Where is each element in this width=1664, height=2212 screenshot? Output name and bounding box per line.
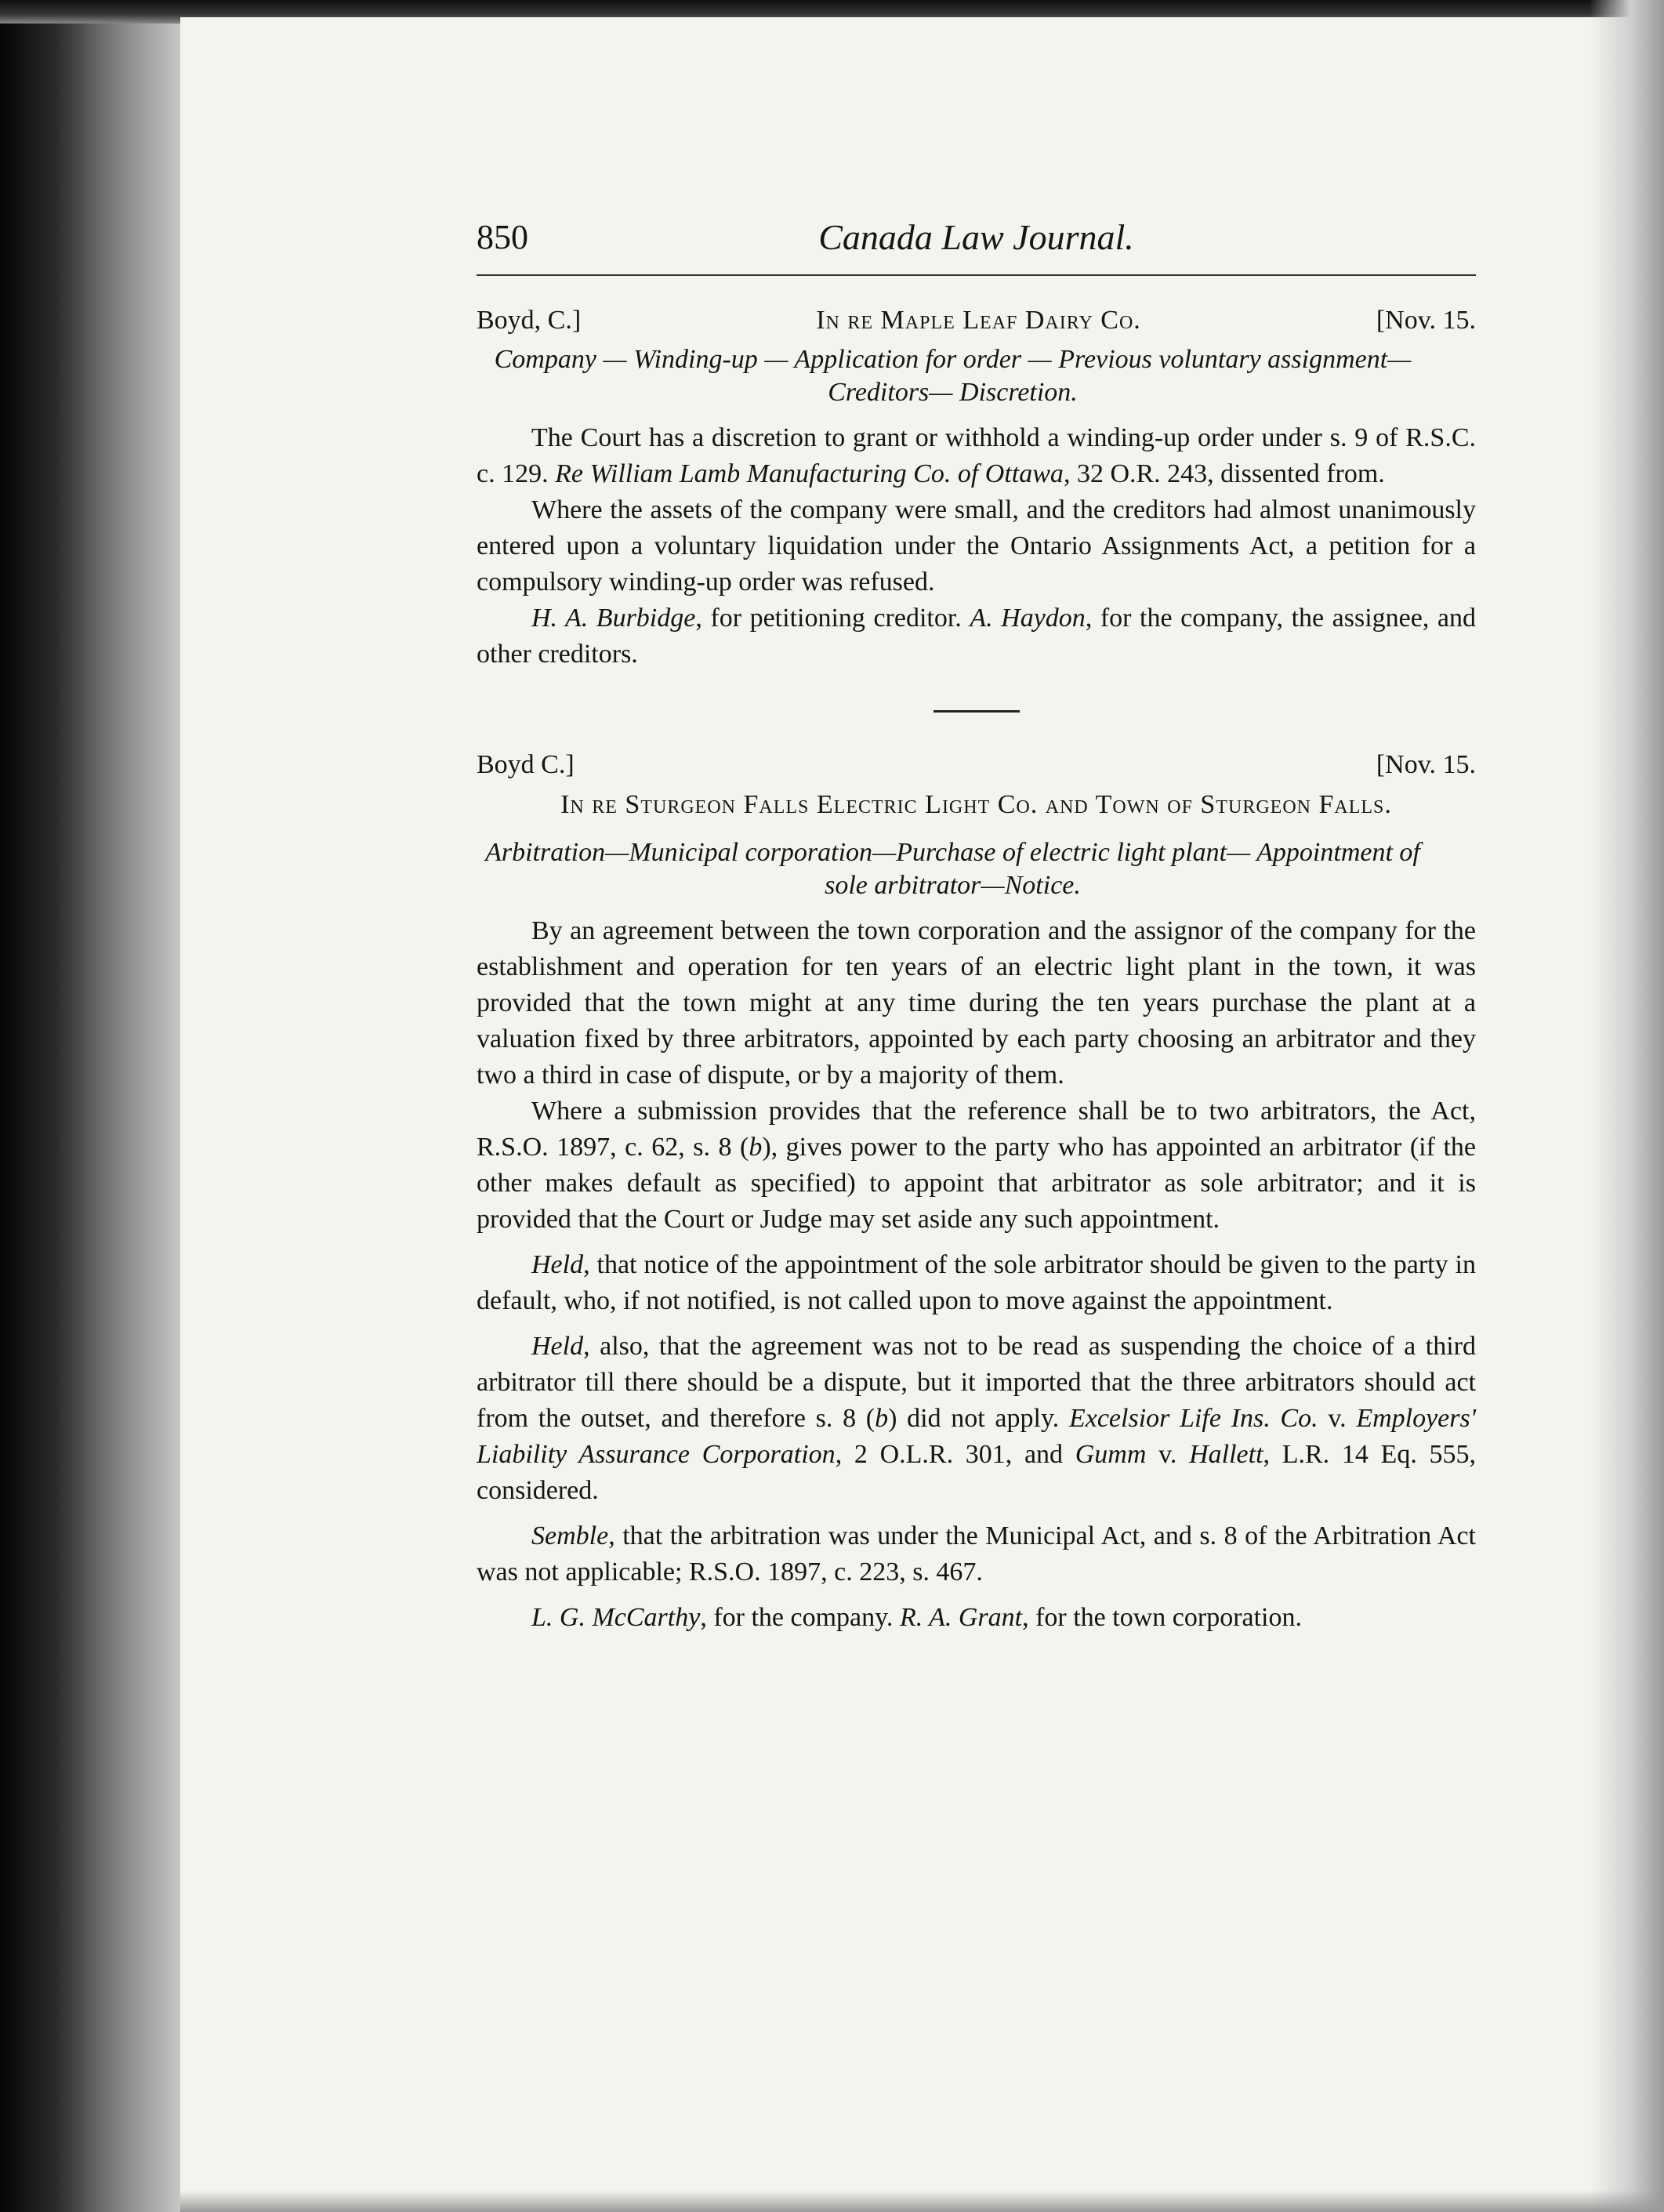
body-paragraph	[477, 492, 1476, 600]
case-entry	[477, 747, 1476, 1636]
case-entry	[477, 303, 1476, 673]
italic-run: b	[749, 1133, 763, 1162]
case-judge: Boyd C.]	[477, 750, 575, 779]
italic-run: Re William Lamb Manufacturing Co. of Ottawa	[555, 459, 1064, 488]
running-head	[477, 219, 1476, 268]
text-run: Where a submission provides that the reference shall be to two arbitrators, the Act, R.S.O. 1897, c. 62, s. 8 (	[477, 1097, 1476, 1162]
header-rule	[477, 274, 1476, 276]
italic-run: R. A. Grant	[899, 1603, 1023, 1632]
text-run: , 32 O.R. 243, dissented from.	[1063, 459, 1385, 488]
body-paragraph	[477, 1518, 1476, 1590]
italic-run: L. G. McCarthy	[531, 1603, 701, 1632]
text-run: The Court has a discretion to grant or withhold a winding-up order under s. 9 of R.S.C. c. 129.	[477, 423, 1476, 488]
case-title: In re Maple Leaf Dairy Co.	[816, 306, 1141, 335]
case-body	[477, 913, 1476, 1636]
case-date: [Nov. 15.	[1376, 306, 1476, 335]
italic-run: Semble	[531, 1521, 609, 1550]
text-run: , for the town corporation.	[1022, 1603, 1302, 1632]
italic-run: Hallett	[1189, 1440, 1263, 1469]
italic-run: b	[875, 1404, 889, 1433]
case-body	[477, 420, 1476, 673]
text-run: , for petitioning creditor.	[695, 604, 970, 633]
text-run: v.	[1318, 1404, 1357, 1433]
italic-run: Excelsior Life Ins. Co.	[1068, 1404, 1318, 1433]
case-header-line	[477, 747, 1476, 783]
text-run: Where the assets of the company were small, and the creditors had almost unanimously entered upon a voluntary liquidation under the Ontario Assignments Act, a petition for a compulsory winding-up order was refused.	[477, 495, 1476, 597]
italic-run: A. Haydon	[970, 604, 1086, 633]
body-paragraph	[477, 600, 1476, 673]
case-date: [Nov. 15.	[1376, 750, 1476, 779]
text-run: , for the company, the assignee, and other creditors.	[477, 604, 1476, 669]
text-run: , L.R. 14 Eq. 555, considered.	[477, 1440, 1477, 1505]
italic-run: Held	[531, 1332, 584, 1361]
italic-run: Gumm	[1075, 1440, 1147, 1469]
body-paragraph	[477, 913, 1476, 1093]
text-run: , for the company.	[700, 1603, 900, 1632]
case-judge: Boyd, C.]	[477, 306, 582, 335]
page-content	[477, 219, 1476, 1636]
body-paragraph	[477, 1329, 1476, 1509]
case-title: In re Sturgeon Falls Electric Light Co. and Town of Sturgeon Falls.	[560, 790, 1392, 819]
page-number: 850	[477, 218, 528, 256]
text-run: , that the arbitration was under the Municipal Act, and s. 8 of the Arbitration Act was not applicable; R.S.O. 1897, c. 223, s. 467.	[477, 1521, 1476, 1586]
case-separator	[934, 710, 1020, 713]
text-run: , that notice of the appointment of the sole arbitrator should be given to the party in default, who, if not notified, is not called upon to move against the appointment.	[477, 1250, 1476, 1315]
journal-title: Canada Law Journal.	[818, 217, 1134, 257]
text-run: v.	[1146, 1440, 1190, 1469]
text-run: , 2 O.L.R. 301, and	[835, 1440, 1075, 1469]
italic-run: Employers' Liability Assurance Corporation	[477, 1404, 1476, 1469]
italic-run: H. A. Burbidge	[531, 604, 696, 633]
text-run: ) did not apply.	[888, 1404, 1069, 1433]
bottom-scan-edge	[180, 2190, 1664, 2212]
case-headnote: Arbitration—Municipal corporation—Purchase of electric light plant— Appointment of sole arbitrator—Notice.	[485, 838, 1420, 900]
body-paragraph	[477, 1247, 1476, 1319]
book-gutter-shadow	[0, 0, 188, 2212]
text-run: By an agreement between the town corporation and the assignor of the company for the establishment and operation for ten years of an electric light plant in the town, it was provided that the town might at any time during the ten years purchase the plant at a valuation fixed by three arbitrators, appointed by each party choosing an arbitrator and they two a third in case of dispute, or by a majority of them.	[477, 916, 1476, 1090]
case-headnote: Company — Winding-up — Application for order — Previous voluntary assignment— Creditors— Discretion.	[494, 345, 1412, 407]
body-paragraph	[477, 1093, 1476, 1238]
italic-run: Held	[531, 1250, 584, 1279]
case-header-line	[477, 303, 1476, 339]
body-paragraph	[477, 1600, 1476, 1636]
body-paragraph	[477, 420, 1476, 492]
text-run: , also, that the agreement was not to be read as suspending the choice of a third arbitrator till there should be a dispute, but it imported that the three arbitrators should act from the outset, and therefore s. 8 (	[477, 1332, 1476, 1433]
text-run: ), gives power to the party who has appointed an arbitrator (if the other makes default as specified) to appoint that arbitrator as sole arbitrator; and it is provided that the Court or Judge may set aside any such appointment.	[477, 1133, 1476, 1234]
right-scan-edge	[1590, 0, 1664, 2212]
